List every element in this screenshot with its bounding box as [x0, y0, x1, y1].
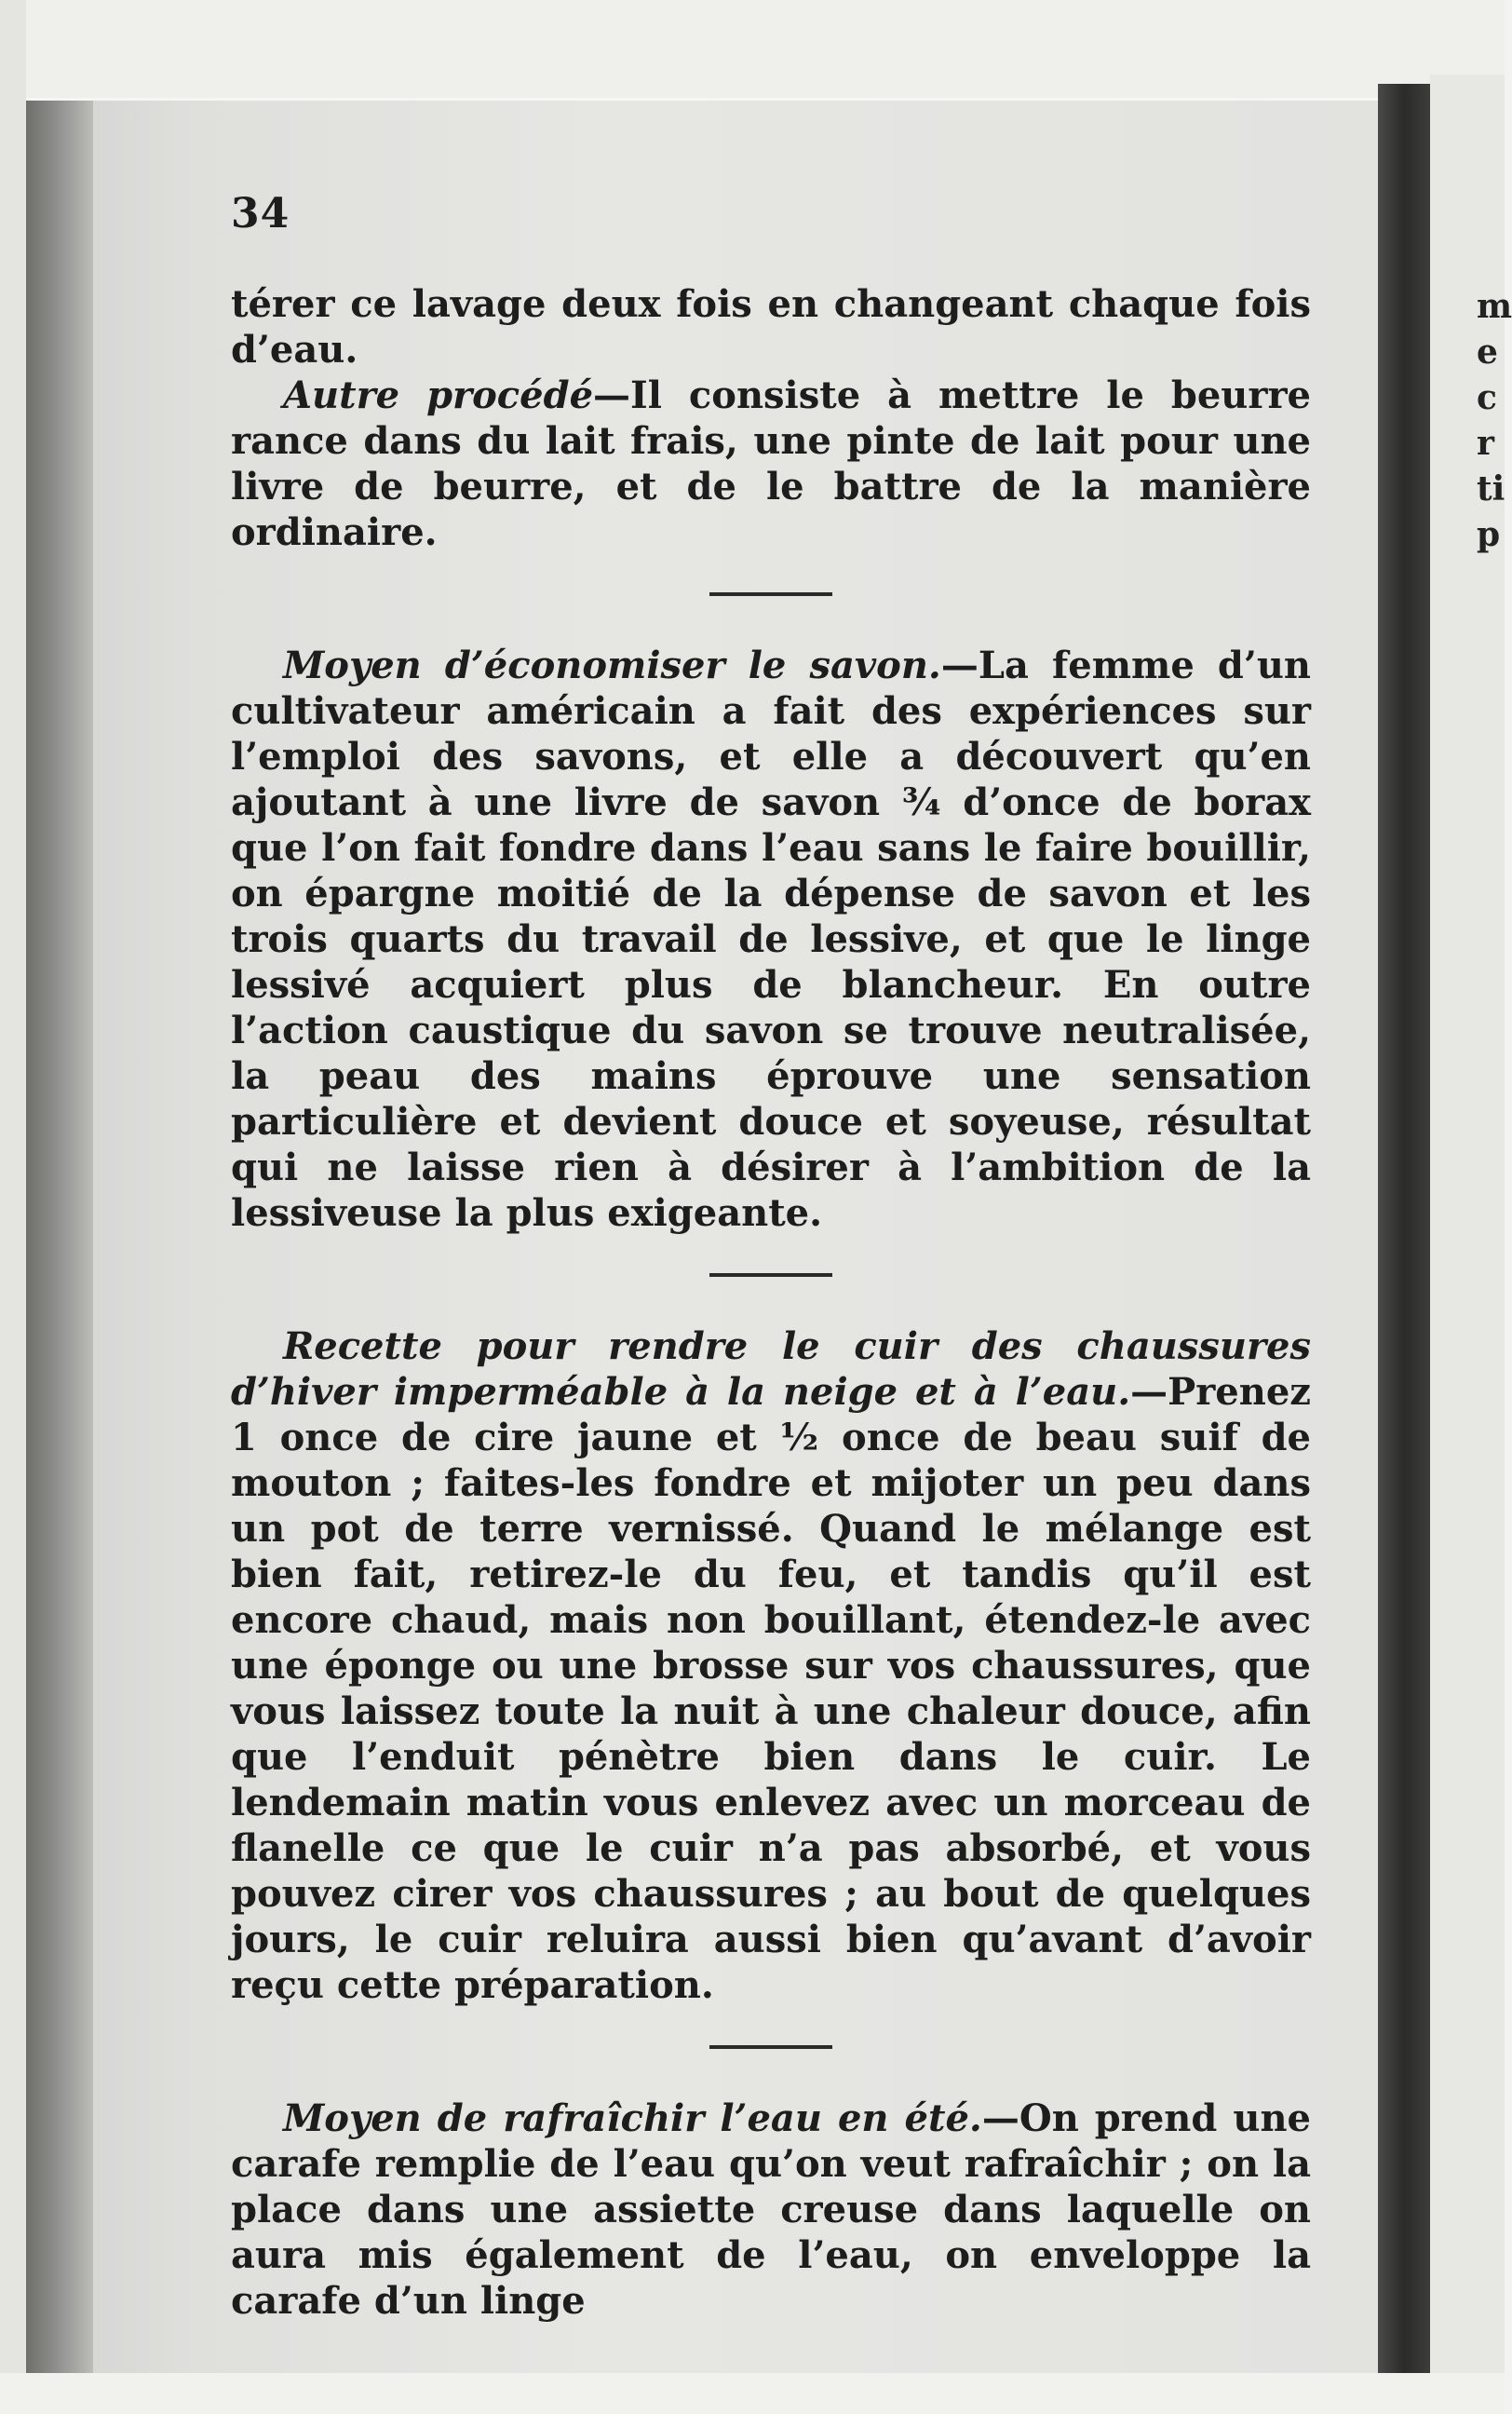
scan-left-margin: [0, 0, 26, 2414]
section-divider: [709, 1273, 832, 1277]
next-page-fragment: r: [1477, 424, 1494, 463]
section-divider: [709, 592, 832, 596]
scan-bottom-margin: [0, 2373, 1505, 2414]
paragraph-continuation: [231, 281, 1311, 373]
paragraph-title: Recette pour rendre le cuir des chaussures d’hiver imperméable à la neige et à l’eau.: [231, 1324, 1311, 1414]
paragraph-text: —Il consiste à mettre le beurre rance dans du lait frais, une pinte de lait pour une livre de beurre, et de le battre de la manière ordinaire.: [231, 373, 1311, 554]
next-page-fragment: p: [1477, 515, 1501, 554]
paragraph-text: —On prend une carafe remplie de l’eau qu’on veut rafraîchir ; on la place dans une assiette creuse dans laquelle on aura mis également de l’eau, on enveloppe la carafe d’un linge: [231, 2096, 1312, 2323]
paragraph-economiser-savon: [231, 643, 1311, 1236]
page-number: 34: [231, 190, 290, 237]
paragraph-cuir-chaussures: [231, 1323, 1311, 2008]
scan-top-margin: [0, 0, 1505, 98]
paragraph-text: térer ce lavage deux fois en changeant chaque fois d’eau.: [231, 282, 1311, 372]
paragraph-title: Autre procédé: [283, 373, 594, 417]
paragraph-text: —Prenez 1 once de cire jaune et ½ once de beau suif de mouton ; faites-les fondre et mijoter un peu dans un pot de terre vernissé. Quand le mélange est bien fait, retirez-le du feu, et tandis qu’il est encore chaud, mais non bouillant, étendez-le avec une éponge ou une brosse sur vos chaussures, que vous laissez toute la nuit à une chaleur douce, afin que l’enduit pénètre bien dans le cuir. Le lendemain matin vous enlevez avec un morceau de flanelle ce que le cuir n’a pas absorbé, et vous pouvez cirer vos chaussures ; au bout de quelques jours, le cuir reluira aussi bien qu’avant d’avoir reçu cette préparation.: [231, 1370, 1311, 2007]
section-divider: [709, 2045, 832, 2049]
next-page-edge: [1430, 75, 1512, 2414]
next-page-fragment: ti: [1477, 469, 1505, 509]
paragraph-text: —La femme d’un cultivateur américain a fait des expériences sur l’emploi des savons, et elle a découvert qu’en ajoutant à une livre de savon ¾ d’once de borax que l’on fait fondre dans l’eau sans le faire bouillir, on épargne moitié de la dépense de savon et les trois quarts du travail de lessive, et que le linge lessivé acquiert plus de blancheur. En outre l’action caustique du savon se trouve neutralisée, la peau des mains éprouve une sensation particulière et devient douce et soyeuse, résultat qui ne laisse rien à désirer à l’ambition de la lessiveuse la plus exigeante.: [231, 644, 1311, 1235]
paragraph-title: Moyen d’économiser le savon.: [283, 644, 941, 687]
paragraph-autre-procede: [231, 373, 1311, 555]
next-page-fragment: c: [1477, 378, 1497, 417]
page-text: [231, 191, 1311, 2324]
paragraph-rafraichir-eau: [231, 2095, 1311, 2324]
paragraph-title: Moyen de rafraîchir l’eau en été.: [283, 2096, 982, 2140]
next-page-fragment: m: [1477, 287, 1512, 326]
next-page-fragment: e: [1477, 332, 1498, 372]
book-left-edge: [26, 101, 101, 2373]
book-gutter: [1378, 84, 1430, 2394]
